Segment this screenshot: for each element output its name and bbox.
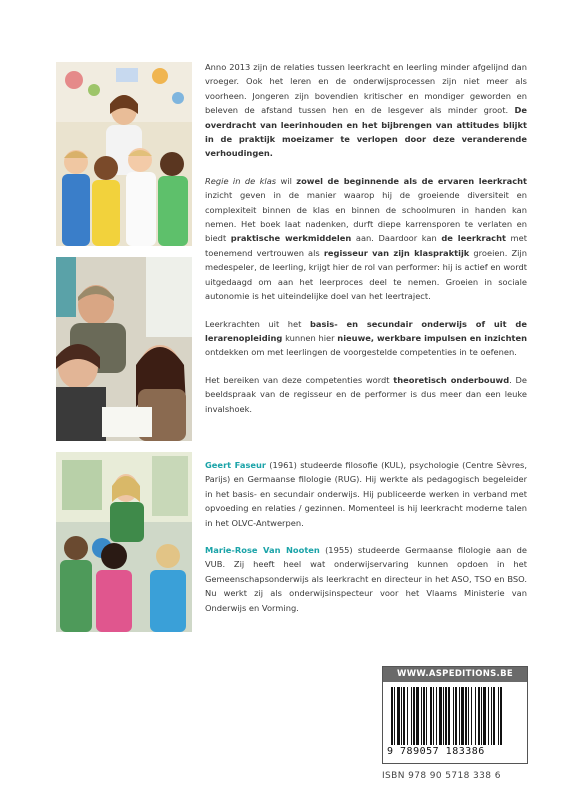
isbn-number: ISBN 978 90 5718 338 6 (382, 771, 501, 781)
paragraph-audience: Leerkrachten uit het basis- en secundair onderwijs of uit de lerarenopleiding kunnen hier nieuwe, werkbare impulsen en inzichten ontdekken om met leerlingen de voorgestelde competenties in te oefenen. (205, 318, 527, 358)
bio-geert-faseur: Geert Faseur (1961) studeerde filosofie (KUL), psychologie (Centre Sèvres, Parijs) en Germaanse filologie (RUG). Hij werkte als pedagogisch begeleider in het basis- en secundair onderwijs. Hij publiceerde werken in verband met opvoeding en relaties / gezinnen. Momenteel is hij leerkracht moderne talen in het OLVC-Antwerpen. (205, 460, 527, 528)
paragraph-intro: Anno 2013 zijn de relaties tussen leerkracht en leerling minder afgelijnd dan vroeger. Ook het leren en de onderwijsprocessen zijn niet meer als voorheen. Jongeren zijn bovendien kritischer en mondiger geworden en beleven de afstand tussen hen en de lesgever als minder groot. De overdracht van leerinhouden en het bijbrengen van attitudes blijkt in de praktijk moeizamer te verlopen door deze veranderende verhoudingen. (205, 62, 527, 159)
photo-teachers-at-table (56, 257, 192, 441)
barcode-digits: 9 789057 183386 (387, 746, 485, 757)
photo-children-with-teacher (56, 62, 192, 246)
author-name: Geert Faseur (205, 460, 267, 470)
barcode-image (391, 687, 521, 745)
photo-classroom (56, 452, 192, 632)
author-bios (205, 458, 527, 628)
paragraph-book: Regie in de klas wil zowel de beginnende als de ervaren leerkracht inzicht geven in de manier waarop hij de groeiende diversiteit en complexiteit binnen de klas en binnen de schoolmuren in handen kan nemen. Het boek laat nadenken, durft diepe karrensporen te verlaten en biedt praktische werkmiddelen aan. Daardoor kan de leerkracht met toenemend vertrouwen als regisseur van zijn klaspraktijk groeien. Zijn medespeler, de leerling, krijgt hier de rol van performer: hij is actief en wordt uitgedaagd om aan het leerproces deel te nemen. Groeien in sociale autonomie is het uiteindelijke doel van het leertraject. (205, 175, 527, 302)
barcode-box (382, 666, 528, 764)
paragraph-theory: Het bereiken van deze competenties wordt theoretisch onderbouwd. De beeldspraak van de regisseur en de performer is dus meer dan een leuke invalshoek. (205, 374, 527, 414)
book-title: Regie in de klas (205, 175, 277, 186)
publisher-url: WWW.ASPEDITIONS.BE (383, 667, 527, 682)
back-cover-description (205, 60, 527, 429)
bio-marie-rose-van-nooten: Marie-Rose Van Nooten (1955) studeerde Germaanse filologie aan de VUB. Zij heeft heel wat onderwijservaring kunnen opdoen in het Gemeenschapsonderwijs als leerkracht en directeur in het ASO, TSO en BSO. Nu werkt zij als onderwijsinspecteur voor het Vlaams Ministerie van Onderwijs en Vorming. (205, 545, 527, 613)
author-name: Marie-Rose Van Nooten (205, 545, 320, 556)
